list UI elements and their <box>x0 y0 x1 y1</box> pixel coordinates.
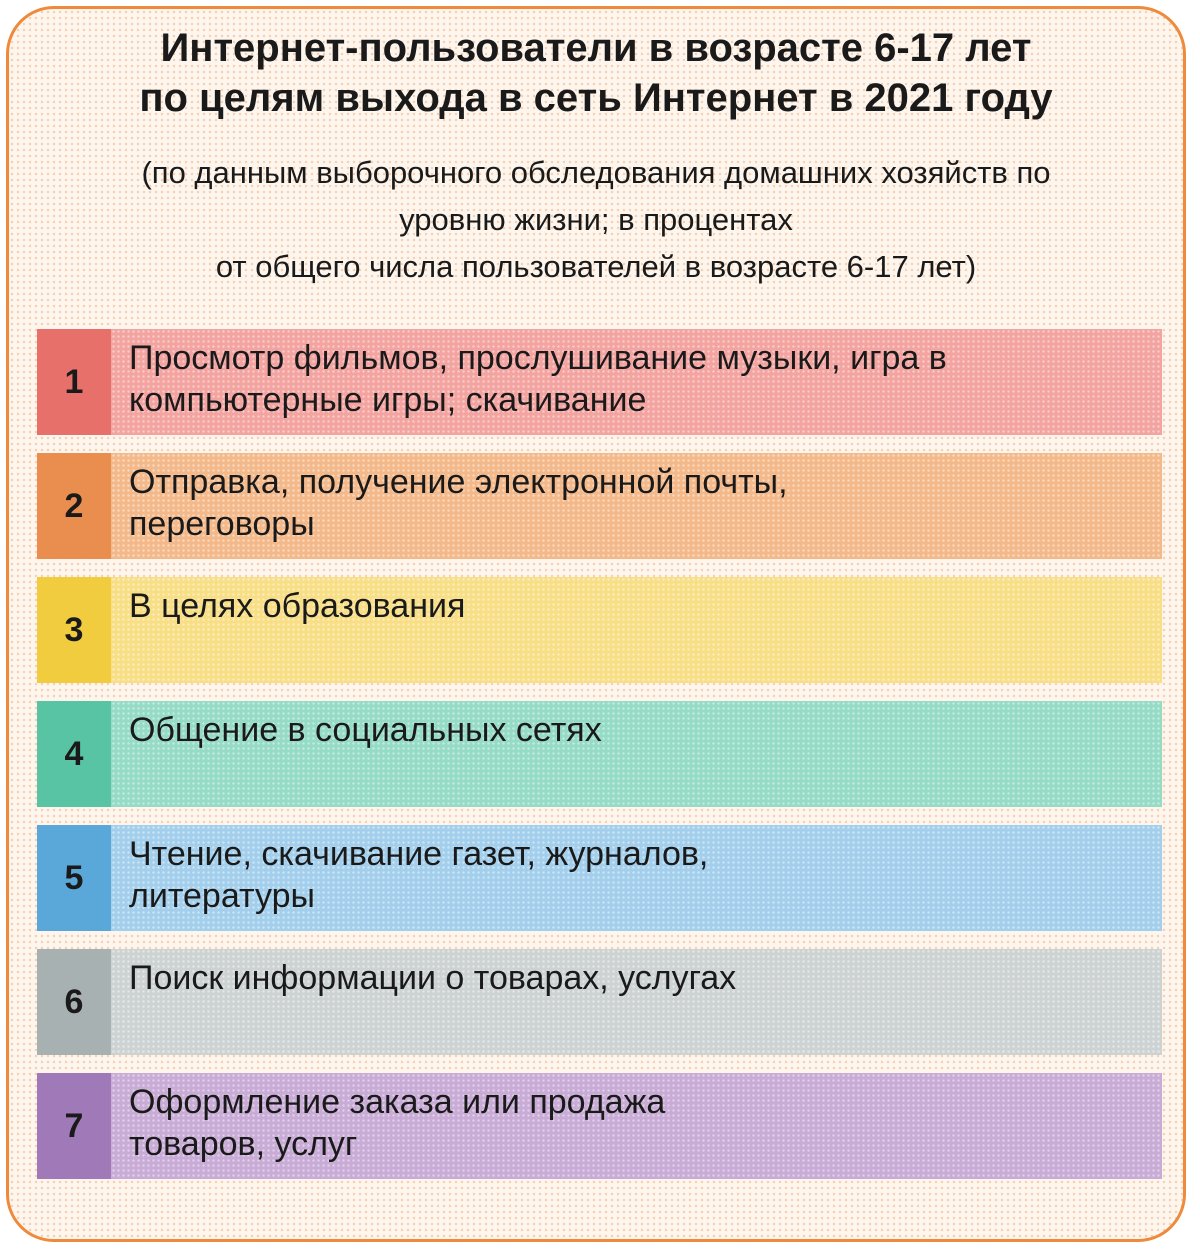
purpose-item-1 <box>37 329 1162 435</box>
purpose-item-4 <box>37 701 1162 807</box>
title-line-2: по целям выхода в сеть Интернет в 2021 году <box>139 76 1053 120</box>
subtitle <box>9 149 1183 290</box>
item-label-line-1: Чтение, скачивание газет, журналов, <box>129 835 709 873</box>
item-label-line-1: Отправка, получение электронной почты, <box>129 463 788 501</box>
purpose-item-6 <box>37 949 1162 1055</box>
purpose-item-3 <box>37 577 1162 683</box>
item-label <box>111 1073 1162 1179</box>
item-label-line-1: Просмотр фильмов, прослушивание музыки, игра в <box>129 339 947 377</box>
item-number: 2 <box>37 453 111 559</box>
item-number: 1 <box>37 329 111 435</box>
purpose-item-5 <box>37 825 1162 931</box>
item-label-line-1: Общение в социальных сетях <box>129 711 602 749</box>
subtitle-line-2: уровню жизни; в процентах <box>399 202 793 237</box>
item-label-line-2: переговоры <box>129 505 315 543</box>
purpose-item-7 <box>37 1073 1162 1179</box>
item-label-line-2: товаров, услуг <box>129 1125 358 1163</box>
item-number: 4 <box>37 701 111 807</box>
item-label-line-1: Оформление заказа или продажа <box>129 1083 666 1121</box>
subtitle-line-1: (по данным выборочного обследования домашних хозяйств по <box>141 155 1051 190</box>
page-title <box>9 23 1183 123</box>
item-label-line-1: В целях образования <box>129 587 466 625</box>
infographic-frame <box>6 6 1186 1242</box>
item-label <box>111 825 1162 931</box>
title-line-1: Интернет-пользователи в возрасте 6-17 лет <box>160 26 1032 70</box>
item-label <box>111 701 1162 807</box>
item-number: 7 <box>37 1073 111 1179</box>
item-label <box>111 949 1162 1055</box>
item-number: 5 <box>37 825 111 931</box>
item-label-line-2: компьютерные игры; скачивание <box>129 381 647 419</box>
item-label-line-1: Поиск информации о товарах, услугах <box>129 959 737 997</box>
item-label <box>111 453 1162 559</box>
item-label-line-2: литературы <box>129 877 315 915</box>
purpose-list <box>37 329 1162 1197</box>
item-number: 3 <box>37 577 111 683</box>
item-number: 6 <box>37 949 111 1055</box>
item-label <box>111 329 1162 435</box>
subtitle-line-3: от общего числа пользователей в возрасте 6-17 лет) <box>215 249 977 284</box>
purpose-item-2 <box>37 453 1162 559</box>
item-label <box>111 577 1162 683</box>
